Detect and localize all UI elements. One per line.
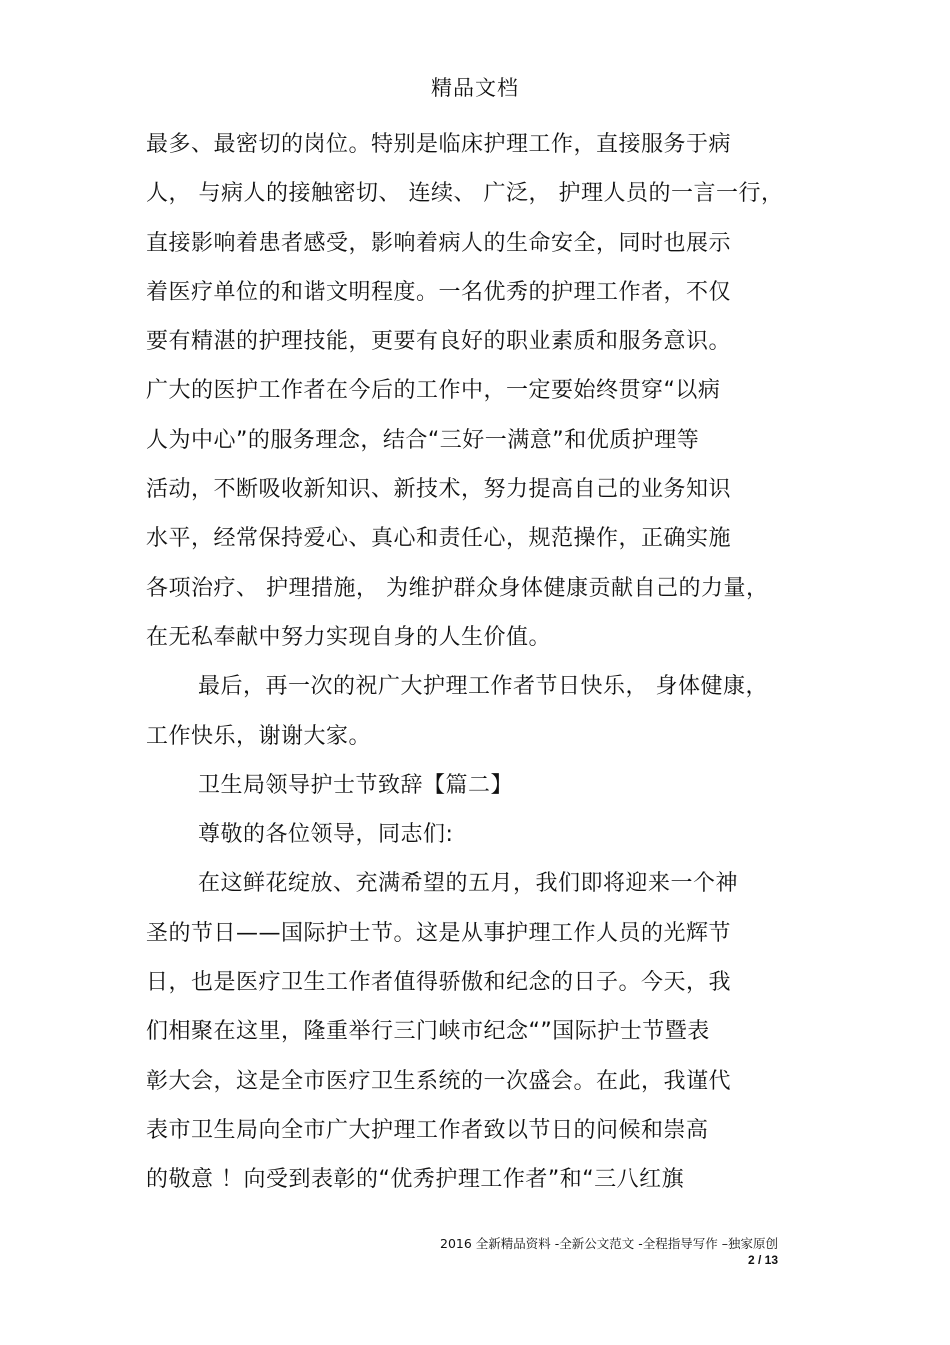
body-text-line: 着医疗单位的和谐文明程度。一名优秀的护理工作者，不仅 [146, 279, 732, 305]
body-text-line: 直接影响着患者感受，影响着病人的生命安全，同时也展示 [146, 230, 732, 256]
body-text-line: 最后，再一次的祝广大护理工作者节日快乐， 身体健康， [198, 674, 768, 700]
page-footer [440, 1235, 778, 1269]
body-text-line: 各项治疗、 护理措施， 为维护群众身体健康贡献自己的力量， [146, 575, 769, 601]
body-text-line: 尊敬的各位领导，同志们: [198, 822, 454, 848]
page-number: 2 / 13 [747, 1253, 778, 1267]
body-text-line: 工作快乐，谢谢大家。 [146, 723, 372, 749]
body-text-line: 的敬意 ！向受到表彰的“优秀护理工作者”和“三八红旗 [146, 1167, 685, 1193]
body-text-line: 广大的医护工作者在今后的工作中，一定要始终贯穿“以病 [146, 378, 721, 404]
body-text-line: 在这鲜花绽放、充满希望的五月，我们即将迎来一个神 [198, 871, 739, 897]
page-header-title: 精品文档 [431, 76, 519, 100]
document-body [146, 120, 846, 1205]
body-text-line: 活动，不断吸收新知识、新技术，努力提高自己的业务知识 [146, 477, 732, 503]
footer-note: 2016 全新精品资料 -全新公文范文 -全程指导写作 –独家原创 [440, 1236, 778, 1251]
body-text-line: 水平，经常保持爱心、真心和责任心，规范操作，正确实施 [146, 526, 732, 552]
body-text-line: 彰大会，这是全市医疗卫生系统的一次盛会。在此，我谨代 [146, 1068, 732, 1094]
body-text-line: 要有精湛的护理技能，更要有良好的职业素质和服务意识。 [146, 329, 732, 355]
body-text-line: 最多、最密切的岗位。特别是临床护理工作，直接服务于病 [146, 132, 732, 157]
body-text-line: 卫生局领导护士节致辞【篇二】 [198, 772, 514, 798]
body-text-line: 人， 与病人的接触密切、 连续、 广泛， 护理人员的一言一行， [146, 181, 784, 207]
body-text-line: 在无私奉献中努力实现自身的人生价值。 [146, 624, 552, 650]
body-text-line: 圣的节日——国际护士节。这是从事护理工作人员的光辉节 [146, 920, 732, 946]
body-text-line: 人为中心”的服务理念，结合“三好一满意”和优质护理等 [146, 427, 700, 453]
body-text-line: 表市卫生局向全市广大护理工作者致以节日的问候和崇高 [146, 1117, 709, 1143]
body-text-line: 日，也是医疗卫生工作者值得骄傲和纪念的日子。今天，我 [146, 970, 732, 996]
body-text-line: 们相聚在这里，隆重举行三门峡市纪念“”国际护士节暨表 [146, 1019, 710, 1045]
